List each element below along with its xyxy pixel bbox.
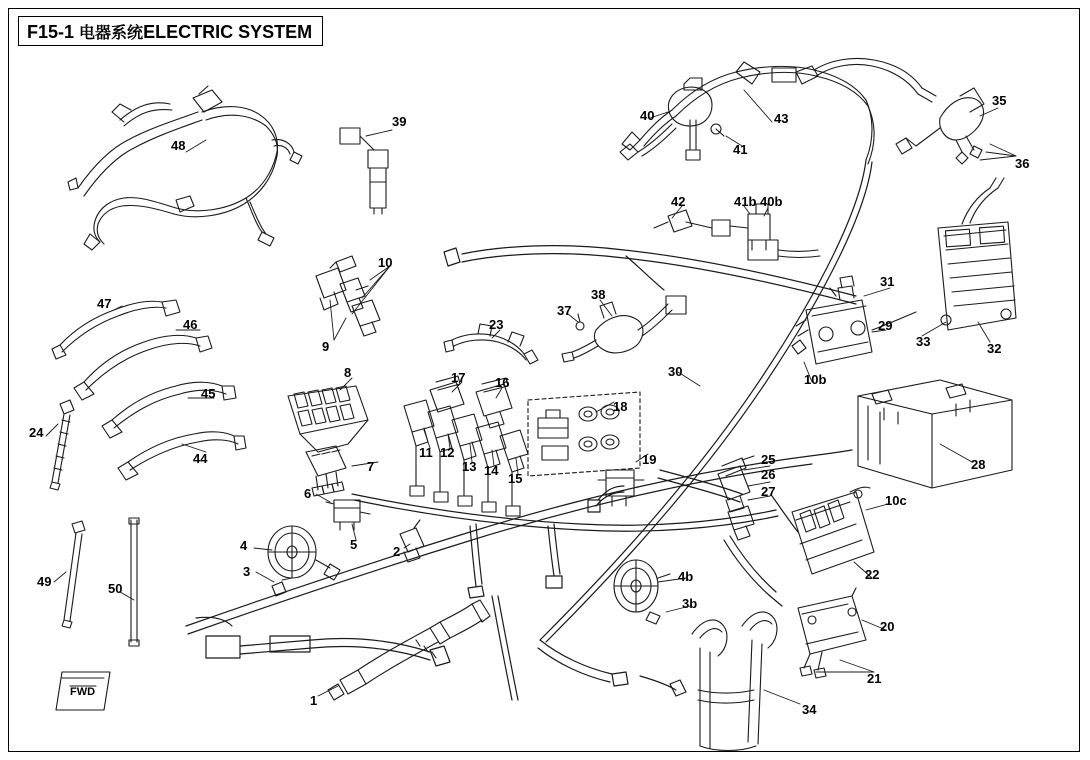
callout-9: 9	[322, 339, 330, 354]
callout-31: 31	[880, 274, 895, 289]
callout-44: 44	[193, 451, 208, 466]
callout-4-right: 4b	[678, 569, 694, 584]
callout-41-lower: 41b	[734, 194, 757, 209]
callout-33: 33	[916, 334, 931, 349]
part-24-cable-tie	[50, 400, 74, 490]
callout-21: 21	[867, 671, 882, 686]
part-45-cable	[102, 382, 236, 438]
callout-15: 15	[508, 471, 523, 486]
callout-3-right: 3b	[682, 596, 698, 611]
callout-26: 26	[761, 467, 776, 482]
callout-24: 24	[29, 425, 44, 440]
callout-40-lower: 40b	[760, 194, 783, 209]
part-8-fuse-block	[288, 386, 368, 452]
part-38-sensor	[562, 296, 686, 362]
part-9-10-relays	[316, 256, 380, 336]
leader-lines	[46, 90, 1016, 704]
callout-49: 49	[37, 574, 52, 589]
part-46-cable	[74, 335, 212, 400]
callout-41: 41	[733, 142, 748, 157]
callout-25: 25	[761, 452, 776, 467]
callout-46: 46	[183, 317, 198, 332]
part-34-bracket	[692, 612, 777, 751]
callout-47: 47	[97, 296, 112, 311]
callout-18: 18	[613, 399, 628, 414]
callout-35: 35	[992, 93, 1007, 108]
fwd-label: FWD	[70, 686, 96, 698]
callout-10: 10	[378, 255, 393, 270]
callout-34: 34	[802, 702, 817, 717]
callout-43: 43	[774, 111, 789, 126]
callout-48: 48	[171, 138, 186, 153]
title-english: ELECTRIC SYSTEM	[143, 21, 313, 42]
callout-30: 30	[668, 364, 683, 379]
part-44-cable	[118, 432, 246, 480]
callout-14: 14	[484, 463, 499, 478]
callout-28: 28	[971, 457, 986, 472]
callout-40: 40	[640, 108, 655, 123]
part-48-harness	[68, 86, 302, 250]
main-harness-runs	[186, 160, 872, 700]
callout-37: 37	[557, 303, 572, 318]
callout-23: 23	[489, 317, 504, 332]
part-50-cable-tie	[129, 518, 139, 646]
callout-22: 22	[865, 567, 880, 582]
callout-10-ecu: 10c	[885, 493, 907, 508]
callout-50: 50	[108, 581, 123, 596]
callout-29: 29	[878, 318, 893, 333]
part-42-connector-group	[654, 204, 820, 260]
callout-12: 12	[440, 445, 455, 460]
callout-3: 3	[243, 564, 251, 579]
callout-7: 7	[367, 459, 375, 474]
part-6-relay	[326, 500, 370, 530]
callout-4: 4	[240, 538, 248, 553]
callout-45: 45	[201, 386, 216, 401]
callout-27: 27	[761, 484, 776, 499]
part-39-flasher	[340, 128, 388, 214]
title-chinese: 电器系统	[79, 22, 144, 42]
callout-1: 1	[310, 693, 318, 708]
part-7-terminals	[306, 446, 346, 496]
part-4-horn-right	[614, 560, 670, 624]
page-title	[27, 20, 312, 43]
callout-39: 39	[392, 114, 407, 129]
part-1-spark-plug	[328, 600, 490, 700]
callout-20: 20	[880, 619, 895, 634]
part-29-starter-relay	[792, 276, 916, 364]
callout-16: 16	[495, 375, 510, 390]
callout-6: 6	[304, 486, 312, 501]
callout-8: 8	[344, 365, 352, 380]
callout-5: 5	[350, 537, 358, 552]
part-18-parts	[538, 405, 619, 460]
callout-13: 13	[462, 459, 477, 474]
callout-38: 38	[591, 287, 606, 302]
part-22-ecu	[792, 487, 874, 574]
callout-36: 36	[1015, 156, 1030, 171]
callout-10-relay: 10b	[804, 372, 827, 387]
title-block	[18, 16, 323, 46]
callout-17: 17	[451, 370, 466, 385]
part-35-36-connector	[896, 88, 984, 164]
part-32-regulator	[938, 178, 1016, 330]
callout-11: 11	[419, 445, 433, 460]
part-49-cable-tie	[62, 521, 85, 628]
callout-2: 2	[393, 544, 401, 559]
title-code: F15-1	[27, 21, 75, 42]
part-19-connector	[598, 470, 644, 506]
callout-32: 32	[987, 341, 1002, 356]
part-25-27-connector	[718, 456, 754, 540]
callout-42: 42	[671, 194, 686, 209]
part-28-battery	[858, 380, 1012, 488]
part-20-module	[798, 588, 866, 678]
callout-19: 19	[642, 452, 657, 467]
